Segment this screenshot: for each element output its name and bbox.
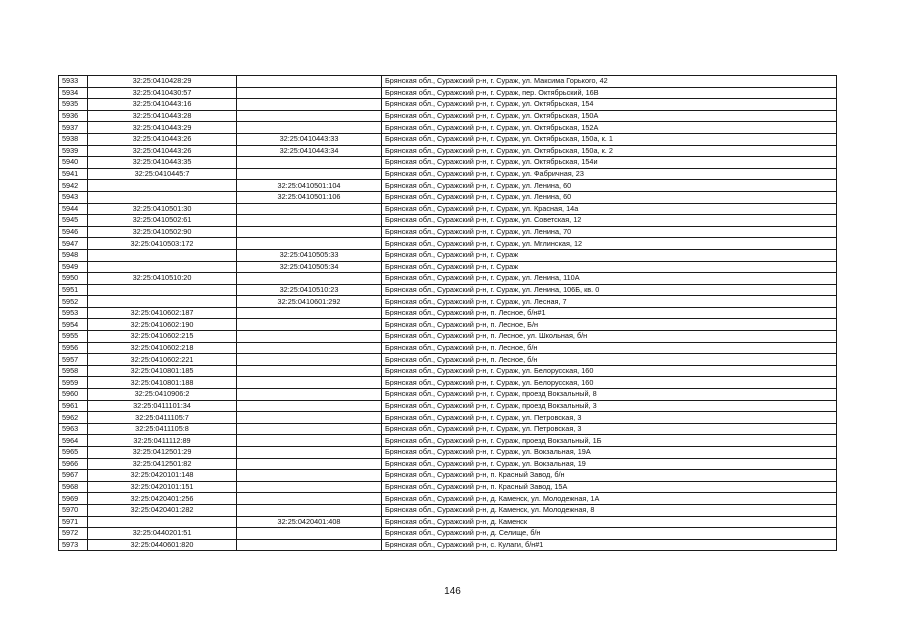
related-cadastral-number-cell (237, 215, 382, 227)
cadastral-number-cell (88, 180, 237, 192)
table-row (59, 215, 837, 227)
cadastral-number-cell: 32:25:0440601:820 (88, 539, 237, 551)
related-cadastral-number-cell (237, 435, 382, 447)
address-cell: Брянская обл., Суражский р-н, г. Сураж, ул. Октябрьская, 154и (382, 157, 837, 169)
table-row (59, 261, 837, 273)
related-cadastral-number-cell: 32:25:0410505:34 (237, 261, 382, 273)
table-row (59, 493, 837, 505)
address-cell: Брянская обл., Суражский р-н, г. Сураж, ул. Ленина, 60 (382, 191, 837, 203)
table-row (59, 412, 837, 424)
related-cadastral-number-cell (237, 412, 382, 424)
cadastral-number-cell (88, 516, 237, 528)
address-cell: Брянская обл., Суражский р-н, г. Сураж, ул. Советская, 12 (382, 215, 837, 227)
cadastral-number-cell: 32:25:0410602:221 (88, 354, 237, 366)
address-cell: Брянская обл., Суражский р-н, г. Сураж, пер. Октябрьский, 16В (382, 87, 837, 99)
cadastral-number-cell: 32:25:0411105:8 (88, 423, 237, 435)
address-cell: Брянская обл., Суражский р-н, г. Сураж, ул. Ленина, 110А (382, 273, 837, 285)
address-cell: Брянская обл., Суражский р-н, г. Сураж, ул. Октябрьская, 150а, к. 2 (382, 145, 837, 157)
related-cadastral-number-cell (237, 273, 382, 285)
row-number-cell: 5966 (59, 458, 88, 470)
related-cadastral-number-cell (237, 238, 382, 250)
cadastral-number-cell: 32:25:0410501:30 (88, 203, 237, 215)
table-row (59, 354, 837, 366)
cadastral-number-cell: 32:25:0410443:16 (88, 99, 237, 111)
table-row (59, 458, 837, 470)
row-number-cell: 5963 (59, 423, 88, 435)
address-cell: Брянская обл., Суражский р-н, д. Селище, б/н (382, 528, 837, 540)
row-number-cell: 5956 (59, 342, 88, 354)
related-cadastral-number-cell (237, 203, 382, 215)
address-cell: Брянская обл., Суражский р-н, п. Лесное, Б/н (382, 319, 837, 331)
related-cadastral-number-cell (237, 423, 382, 435)
table-row (59, 180, 837, 192)
related-cadastral-number-cell (237, 319, 382, 331)
cadastral-number-cell: 32:25:0410602:215 (88, 331, 237, 343)
related-cadastral-number-cell: 32:25:0410443:34 (237, 145, 382, 157)
related-cadastral-number-cell (237, 493, 382, 505)
cadastral-number-cell: 32:25:0420101:151 (88, 481, 237, 493)
related-cadastral-number-cell: 32:25:0410443:33 (237, 133, 382, 145)
related-cadastral-number-cell (237, 168, 382, 180)
address-cell: Брянская обл., Суражский р-н, д. Каменск, ул. Молодежная, 8 (382, 504, 837, 516)
related-cadastral-number-cell (237, 122, 382, 134)
row-number-cell: 5945 (59, 215, 88, 227)
cadastral-number-cell (88, 284, 237, 296)
table-row (59, 122, 837, 134)
row-number-cell: 5953 (59, 307, 88, 319)
cadastral-number-cell: 32:25:0411105:7 (88, 412, 237, 424)
related-cadastral-number-cell (237, 389, 382, 401)
address-cell: Брянская обл., Суражский р-н, г. Сураж, ул. Ленина, 60 (382, 180, 837, 192)
cadastral-number-cell: 32:25:0410503:172 (88, 238, 237, 250)
row-number-cell: 5968 (59, 481, 88, 493)
address-cell: Брянская обл., Суражский р-н, г. Сураж, ул. Петровская, 3 (382, 412, 837, 424)
related-cadastral-number-cell (237, 342, 382, 354)
cadastral-number-cell: 32:25:0410502:90 (88, 226, 237, 238)
address-cell: Брянская обл., Суражский р-н, г. Сураж (382, 249, 837, 261)
registry-table (58, 75, 837, 551)
cadastral-number-cell: 32:25:0410428:29 (88, 76, 237, 88)
address-cell: Брянская обл., Суражский р-н, г. Сураж (382, 261, 837, 273)
table-row (59, 145, 837, 157)
address-cell: Брянская обл., Суражский р-н, г. Сураж, ул. Белорусская, 160 (382, 365, 837, 377)
address-cell: Брянская обл., Суражский р-н, г. Сураж, ул. Мглинская, 12 (382, 238, 837, 250)
row-number-cell: 5943 (59, 191, 88, 203)
cadastral-number-cell: 32:25:0410443:26 (88, 133, 237, 145)
row-number-cell: 5940 (59, 157, 88, 169)
address-cell: Брянская обл., Суражский р-н, п. Лесное, б/н#1 (382, 307, 837, 319)
row-number-cell: 5967 (59, 470, 88, 482)
address-cell: Брянская обл., Суражский р-н, г. Сураж, ул. Октябрьская, 150а, к. 1 (382, 133, 837, 145)
table-row (59, 377, 837, 389)
row-number-cell: 5934 (59, 87, 88, 99)
row-number-cell: 5944 (59, 203, 88, 215)
row-number-cell: 5946 (59, 226, 88, 238)
table-row (59, 133, 837, 145)
related-cadastral-number-cell: 32:25:0410505:33 (237, 249, 382, 261)
related-cadastral-number-cell (237, 400, 382, 412)
cadastral-number-cell: 32:25:0410443:26 (88, 145, 237, 157)
related-cadastral-number-cell: 32:25:0410501:104 (237, 180, 382, 192)
table-row (59, 99, 837, 111)
row-number-cell: 5960 (59, 389, 88, 401)
cadastral-number-cell: 32:25:0420101:148 (88, 470, 237, 482)
row-number-cell: 5935 (59, 99, 88, 111)
row-number-cell: 5949 (59, 261, 88, 273)
table-row (59, 389, 837, 401)
address-cell: Брянская обл., Суражский р-н, д. Каменск (382, 516, 837, 528)
table-row (59, 284, 837, 296)
related-cadastral-number-cell (237, 110, 382, 122)
row-number-cell: 5959 (59, 377, 88, 389)
related-cadastral-number-cell (237, 87, 382, 99)
cadastral-number-cell (88, 296, 237, 308)
cadastral-number-cell: 32:25:0410502:61 (88, 215, 237, 227)
table-row (59, 191, 837, 203)
row-number-cell: 5972 (59, 528, 88, 540)
table-row (59, 342, 837, 354)
cadastral-number-cell: 32:25:0410445:7 (88, 168, 237, 180)
related-cadastral-number-cell: 32:25:0410510:23 (237, 284, 382, 296)
row-number-cell: 5961 (59, 400, 88, 412)
row-number-cell: 5969 (59, 493, 88, 505)
cadastral-number-cell (88, 191, 237, 203)
registry-table-body (59, 76, 837, 551)
table-row (59, 273, 837, 285)
address-cell: Брянская обл., Суражский р-н, г. Сураж, проезд Вокзальный, 8 (382, 389, 837, 401)
table-row (59, 307, 837, 319)
address-cell: Брянская обл., Суражский р-н, п. Лесное, б/н (382, 342, 837, 354)
row-number-cell: 5965 (59, 447, 88, 459)
address-cell: Брянская обл., Суражский р-н, г. Сураж, ул. Ленина, 106Б, кв. 0 (382, 284, 837, 296)
cadastral-number-cell: 32:25:0410443:35 (88, 157, 237, 169)
address-cell: Брянская обл., Суражский р-н, г. Сураж, ул. Лесная, 7 (382, 296, 837, 308)
row-number-cell: 5947 (59, 238, 88, 250)
related-cadastral-number-cell (237, 481, 382, 493)
row-number-cell: 5958 (59, 365, 88, 377)
cadastral-number-cell: 32:25:0410430:57 (88, 87, 237, 99)
related-cadastral-number-cell: 32:25:0410501:106 (237, 191, 382, 203)
cadastral-number-cell: 32:25:0410443:29 (88, 122, 237, 134)
address-cell: Брянская обл., Суражский р-н, г. Сураж, проезд Вокзальный, 3 (382, 400, 837, 412)
address-cell: Брянская обл., Суражский р-н, г. Сураж, ул. Вокзальная, 19 (382, 458, 837, 470)
address-cell: Брянская обл., Суражский р-н, п. Красный Завод, б/н (382, 470, 837, 482)
related-cadastral-number-cell (237, 99, 382, 111)
address-cell: Брянская обл., Суражский р-н, г. Сураж, ул. Ленина, 70 (382, 226, 837, 238)
row-number-cell: 5936 (59, 110, 88, 122)
row-number-cell: 5964 (59, 435, 88, 447)
cadastral-number-cell: 32:25:0410602:190 (88, 319, 237, 331)
address-cell: Брянская обл., Суражский р-н, г. Сураж, проезд Вокзальный, 1Б (382, 435, 837, 447)
cadastral-number-cell: 32:25:0412501:29 (88, 447, 237, 459)
cadastral-number-cell: 32:25:0420401:256 (88, 493, 237, 505)
table-row (59, 296, 837, 308)
cadastral-number-cell: 32:25:0412501:82 (88, 458, 237, 470)
related-cadastral-number-cell (237, 76, 382, 88)
address-cell: Брянская обл., Суражский р-н, г. Сураж, ул. Октябрьская, 152А (382, 122, 837, 134)
row-number-cell: 5948 (59, 249, 88, 261)
table-row (59, 168, 837, 180)
table-row (59, 423, 837, 435)
table-row (59, 226, 837, 238)
related-cadastral-number-cell (237, 458, 382, 470)
related-cadastral-number-cell (237, 470, 382, 482)
related-cadastral-number-cell (237, 365, 382, 377)
address-cell: Брянская обл., Суражский р-н, п. Красный Завод, 15А (382, 481, 837, 493)
cadastral-number-cell (88, 249, 237, 261)
related-cadastral-number-cell (237, 504, 382, 516)
cadastral-number-cell: 32:25:0410801:188 (88, 377, 237, 389)
table-row (59, 504, 837, 516)
table-row (59, 319, 837, 331)
cadastral-number-cell: 32:25:0440201:51 (88, 528, 237, 540)
address-cell: Брянская обл., Суражский р-н, г. Сураж, ул. Максима Горького, 42 (382, 76, 837, 88)
address-cell: Брянская обл., Суражский р-н, г. Сураж, ул. Петровская, 3 (382, 423, 837, 435)
table-row (59, 249, 837, 261)
row-number-cell: 5954 (59, 319, 88, 331)
table-row (59, 470, 837, 482)
row-number-cell: 5933 (59, 76, 88, 88)
row-number-cell: 5955 (59, 331, 88, 343)
address-cell: Брянская обл., Суражский р-н, г. Сураж, ул. Октябрьская, 154 (382, 99, 837, 111)
row-number-cell: 5957 (59, 354, 88, 366)
related-cadastral-number-cell (237, 307, 382, 319)
address-cell: Брянская обл., Суражский р-н, г. Сураж, ул. Вокзальная, 19А (382, 447, 837, 459)
table-row (59, 331, 837, 343)
cadastral-number-cell: 32:25:0410801:185 (88, 365, 237, 377)
cadastral-number-cell: 32:25:0420401:282 (88, 504, 237, 516)
cadastral-number-cell: 32:25:0410602:218 (88, 342, 237, 354)
related-cadastral-number-cell (237, 528, 382, 540)
address-cell: Брянская обл., Суражский р-н, г. Сураж, ул. Белорусская, 160 (382, 377, 837, 389)
table-row (59, 447, 837, 459)
related-cadastral-number-cell (237, 377, 382, 389)
related-cadastral-number-cell (237, 157, 382, 169)
row-number-cell: 5939 (59, 145, 88, 157)
cadastral-number-cell: 32:25:0410510:20 (88, 273, 237, 285)
cadastral-number-cell: 32:25:0410443:28 (88, 110, 237, 122)
address-cell: Брянская обл., Суражский р-н, с. Кулаги, б/н#1 (382, 539, 837, 551)
related-cadastral-number-cell: 32:25:0420401:408 (237, 516, 382, 528)
related-cadastral-number-cell (237, 226, 382, 238)
row-number-cell: 5941 (59, 168, 88, 180)
cadastral-number-cell: 32:25:0411112:89 (88, 435, 237, 447)
table-row (59, 539, 837, 551)
row-number-cell: 5952 (59, 296, 88, 308)
table-row (59, 516, 837, 528)
row-number-cell: 5950 (59, 273, 88, 285)
related-cadastral-number-cell: 32:25:0410601:292 (237, 296, 382, 308)
row-number-cell: 5937 (59, 122, 88, 134)
row-number-cell: 5970 (59, 504, 88, 516)
table-row (59, 87, 837, 99)
address-cell: Брянская обл., Суражский р-н, п. Лесное, ул. Школьная, б/н (382, 331, 837, 343)
address-cell: Брянская обл., Суражский р-н, п. Лесное, б/н (382, 354, 837, 366)
related-cadastral-number-cell (237, 354, 382, 366)
table-row (59, 76, 837, 88)
cadastral-number-cell: 32:25:0410906:2 (88, 389, 237, 401)
table-row (59, 528, 837, 540)
table-row (59, 481, 837, 493)
address-cell: Брянская обл., Суражский р-н, д. Каменск, ул. Молодежная, 1А (382, 493, 837, 505)
cadastral-number-cell: 32:25:0410602:187 (88, 307, 237, 319)
row-number-cell: 5942 (59, 180, 88, 192)
cadastral-number-cell (88, 261, 237, 273)
row-number-cell: 5938 (59, 133, 88, 145)
address-cell: Брянская обл., Суражский р-н, г. Сураж, ул. Красная, 14а (382, 203, 837, 215)
related-cadastral-number-cell (237, 331, 382, 343)
address-cell: Брянская обл., Суражский р-н, г. Сураж, ул. Фабричная, 23 (382, 168, 837, 180)
table-row (59, 157, 837, 169)
related-cadastral-number-cell (237, 447, 382, 459)
cadastral-number-cell: 32:25:0411101:34 (88, 400, 237, 412)
related-cadastral-number-cell (237, 539, 382, 551)
table-row (59, 238, 837, 250)
row-number-cell: 5971 (59, 516, 88, 528)
table-row (59, 435, 837, 447)
table-row (59, 400, 837, 412)
table-row (59, 110, 837, 122)
address-cell: Брянская обл., Суражский р-н, г. Сураж, ул. Октябрьская, 150А (382, 110, 837, 122)
page-number: 146 (444, 586, 461, 597)
row-number-cell: 5973 (59, 539, 88, 551)
table-row (59, 365, 837, 377)
row-number-cell: 5962 (59, 412, 88, 424)
row-number-cell: 5951 (59, 284, 88, 296)
table-row (59, 203, 837, 215)
